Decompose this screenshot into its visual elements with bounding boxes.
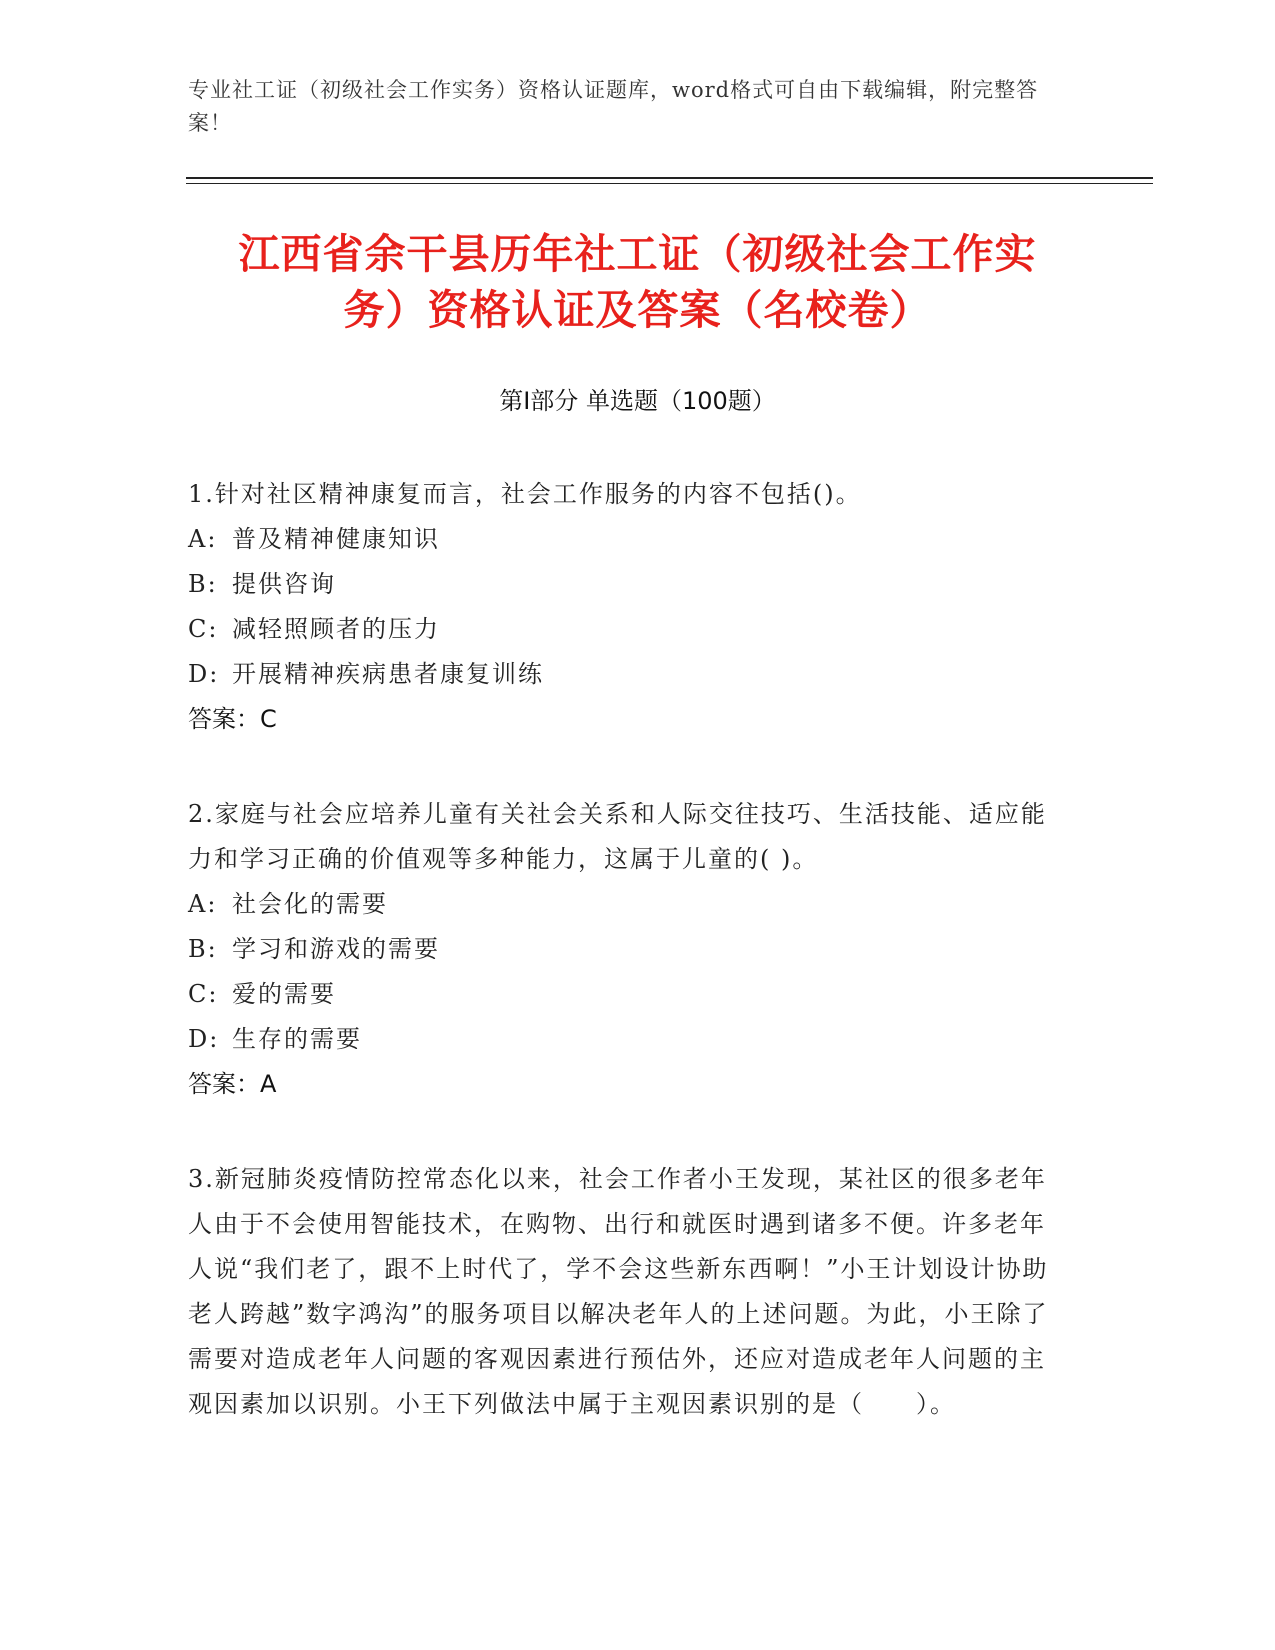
option-b [188,562,1068,607]
option-a [188,882,1068,927]
option-key: B: [188,570,218,598]
option-text: 减轻照顾者的压力 [232,615,440,643]
question-stem: 3.新冠肺炎疫情防控常态化以来，社会工作者小王发现，某社区的很多老年人由于不会使用智能技术，在购物、出行和就医时遇到诸多不便。许多老年人说“我们老了，跟不上时代了，学不会这些新东西啊！”小王计划设计协助老人跨越”数字鸿沟”的服务项目以解决老年人的上述问题。为此，小王除了需要对造成老年人问题的客观因素进行预估外，还应对造成老年人问题的主观因素加以识别。小王下列做法中属于主观因素识别的是（ ）。 [188,1165,1049,1418]
question-stem: 2.家庭与社会应培养儿童有关社会关系和人际交往技巧、生活技能、适应能力和学习正确的价值观等多种能力，这属于儿童的( )。 [188,800,1047,873]
option-text: 提供咨询 [232,570,336,598]
option-key: C: [188,615,219,643]
option-key: D: [188,1025,220,1053]
option-c [188,972,1068,1017]
document-title-line-1: 江西省余干县历年社工证（初级社会工作实 [238,230,1037,278]
answer-line: 答案：C [188,705,277,733]
question-3 [188,1157,1068,1427]
option-d [188,652,1068,697]
option-key: C: [188,980,219,1008]
option-text: 社会化的需要 [232,890,388,918]
option-key: A: [188,525,218,553]
header-note: 专业社工证（初级社会工作实务）资格认证题库，word格式可自由下载编辑，附完整答案！ [188,78,1039,135]
option-text: 生存的需要 [232,1025,362,1053]
question-2 [188,792,1068,1107]
option-key: D: [188,660,220,688]
answer-line: 答案：A [188,1070,277,1098]
document-title [150,226,1125,338]
header-divider-thin [186,183,1153,184]
header-divider-thick [186,177,1153,179]
option-text: 开展精神疾病患者康复训练 [232,660,544,688]
question-stem: 1.针对社区精神康复而言，社会工作服务的内容不包括()。 [188,480,862,508]
option-key: B: [188,935,218,963]
option-text: 爱的需要 [232,980,336,1008]
option-d [188,1017,1068,1062]
option-b [188,927,1068,972]
option-text: 普及精神健康知识 [232,525,440,553]
document-title-line-2: 务）资格认证及答案（名校卷） [343,286,932,334]
section-title: 第Ⅰ部分 单选题（100题） [499,387,776,415]
option-a [188,517,1068,562]
option-key: A: [188,890,218,918]
question-list [188,472,1068,1477]
option-c [188,607,1068,652]
option-text: 学习和游戏的需要 [232,935,440,963]
question-1 [188,472,1068,742]
